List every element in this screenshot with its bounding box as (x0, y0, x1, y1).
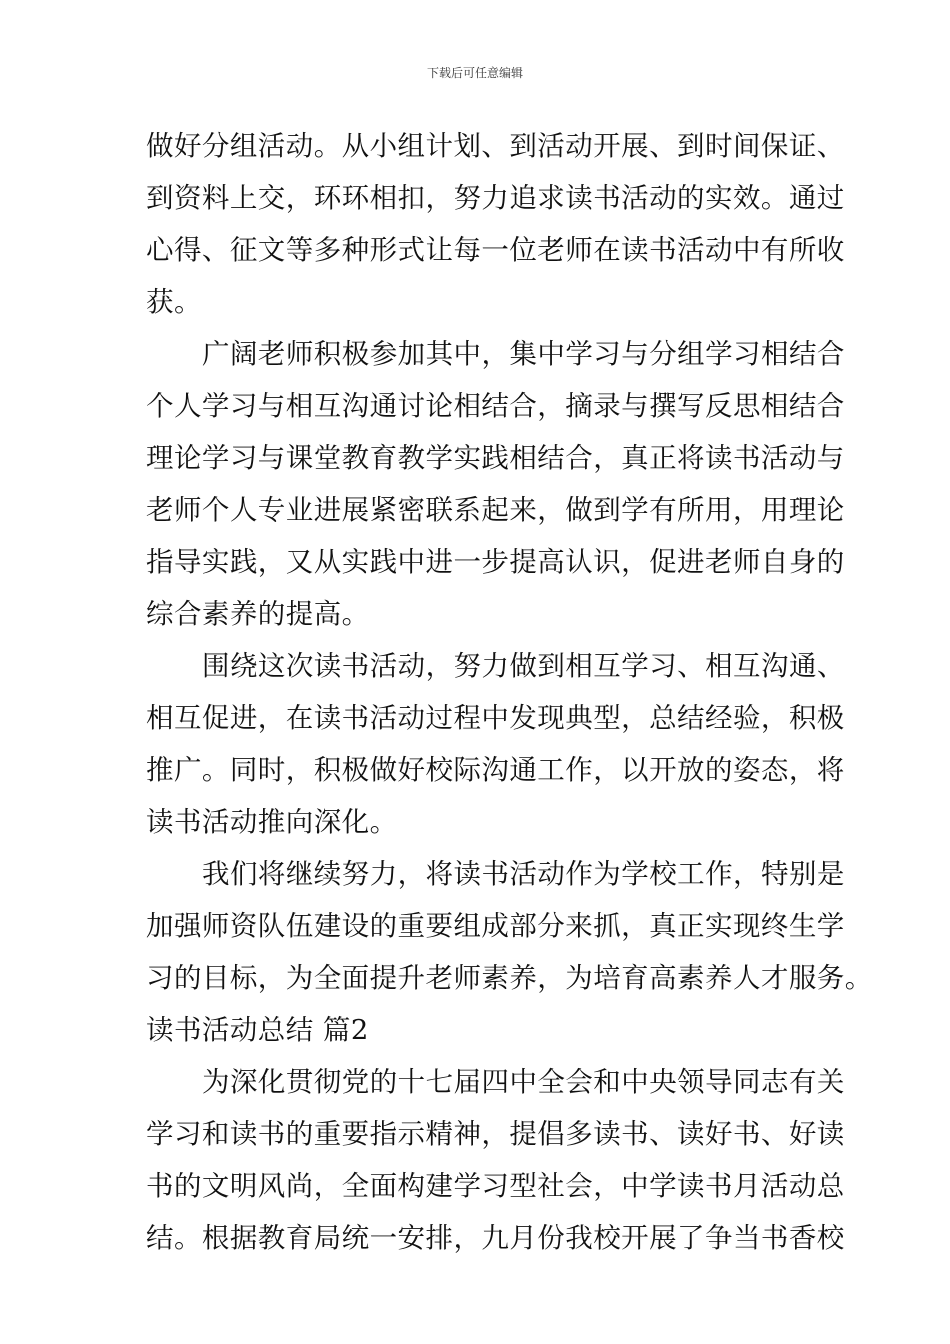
heading-text: 读书活动总结 篇2 (146, 1014, 369, 1046)
text-line: 结。根据教育局统一安排，九月份我校开展了争当书香校 (146, 1222, 845, 1254)
text-line: 广阔老师积极参加其中，集中学习与分组学习相结合 (202, 338, 845, 370)
text-line: 加强师资队伍建设的重要组成部分来抓，真正实现终生学 (146, 910, 845, 942)
page-header: 下载后可任意编辑 (426, 66, 523, 80)
text-line: 到资料上交，环环相扣，努力追求读书活动的实效。通过 (146, 182, 845, 214)
paragraph (146, 1062, 845, 1270)
text-line: 获。 (146, 286, 202, 318)
paragraph (146, 646, 845, 854)
text-line: 个人学习与相互沟通讨论相结合，摘录与撰写反思相结合 (146, 390, 845, 422)
document-body (146, 126, 873, 1270)
text-line: 相互促进，在读书活动过程中发现典型，总结经验，积极 (146, 702, 845, 734)
text-line: 围绕这次读书活动，努力做到相互学习、相互沟通、 (202, 650, 845, 682)
paragraph (146, 854, 873, 1010)
paragraph (146, 126, 845, 334)
text-line: 我们将继续努力，将读书活动作为学校工作，特别是 (202, 858, 845, 890)
text-line: 学习和读书的重要指示精神，提倡多读书、读好书、好读 (146, 1118, 845, 1150)
text-line: 读书活动推向深化。 (146, 806, 398, 838)
text-line: 指导实践，又从实践中进一步提高认识，促进老师自身的 (146, 546, 845, 578)
paragraph (146, 334, 845, 646)
text-line: 为深化贯彻党的十七届四中全会和中央领导同志有关 (202, 1066, 845, 1098)
text-line: 理论学习与课堂教育教学实践相结合，真正将读书活动与 (146, 442, 845, 474)
text-line: 习的目标，为全面提升老师素养，为培育高素养人才服务。 (146, 962, 873, 994)
text-line: 综合素养的提高。 (146, 598, 370, 630)
text-line: 推广。同时，积极做好校际沟通工作，以开放的姿态，将 (146, 754, 845, 786)
text-line: 书的文明风尚，全面构建学习型社会，中学读书月活动总 (146, 1170, 845, 1202)
section-heading (146, 1010, 811, 1062)
text-line: 心得、征文等多种形式让每一位老师在读书活动中有所收 (146, 234, 845, 266)
text-line: 老师个人专业进展紧密联系起来，做到学有所用，用理论 (146, 494, 845, 526)
text-line: 做好分组活动。从小组计划、到活动开展、到时间保证、 (146, 130, 845, 162)
